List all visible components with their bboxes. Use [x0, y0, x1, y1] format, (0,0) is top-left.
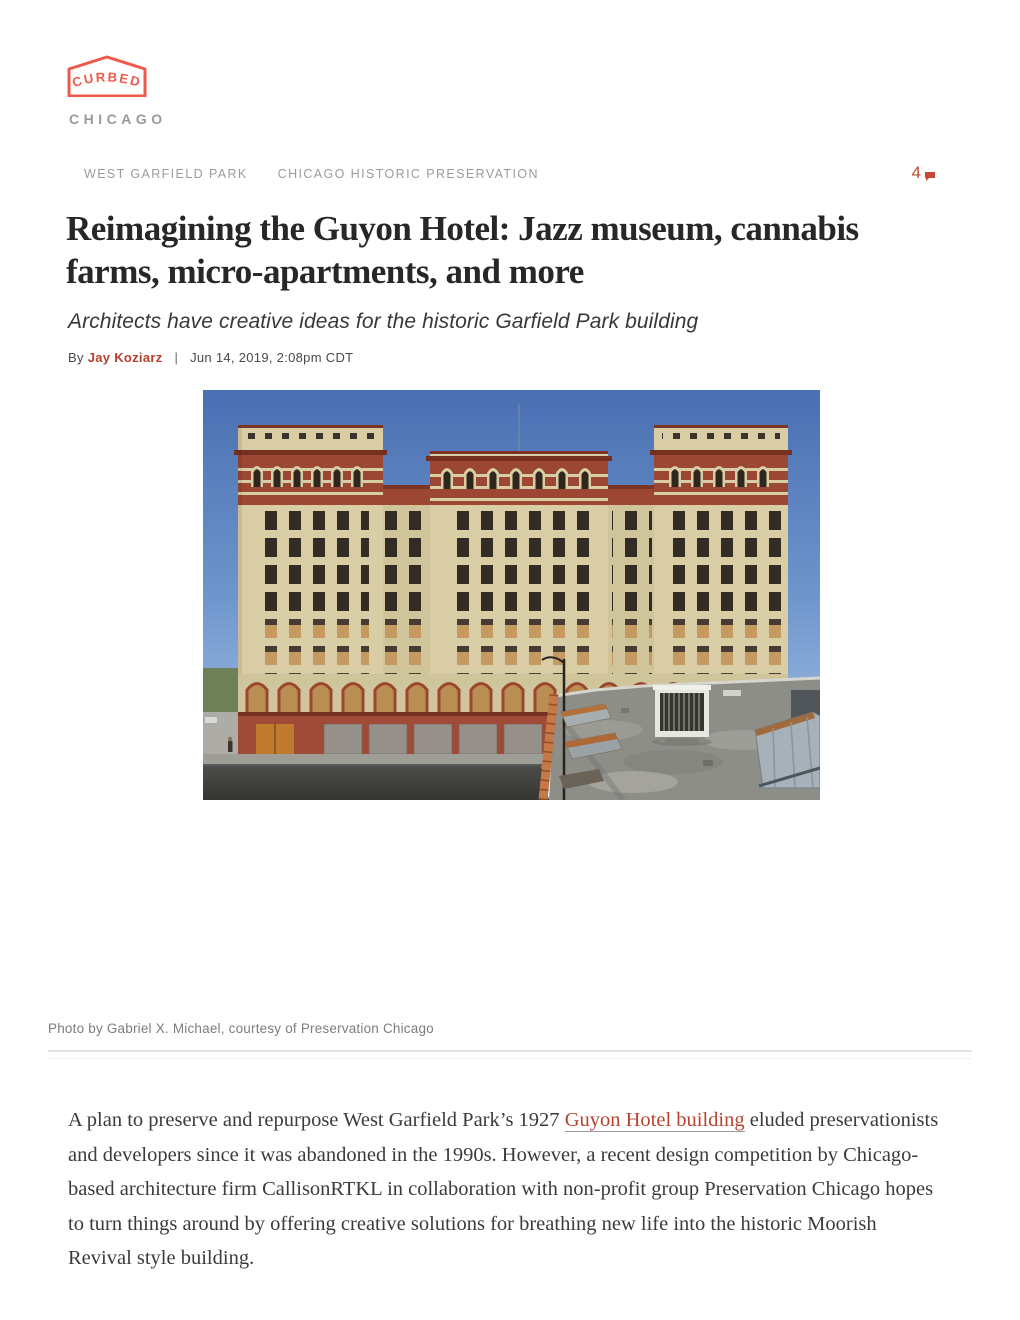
- guyon-hotel-building-link[interactable]: Guyon Hotel building: [564, 1109, 745, 1131]
- breadcrumb-bar: [84, 163, 952, 187]
- breadcrumb-chicago-historic-preservation[interactable]: CHICAGO HISTORIC PRESERVATION: [277, 167, 539, 181]
- paragraph-text-after-link: eluded preservationists and developers since it was abandoned in the 1990s. However, a recent design competition by Chicago-based architecture firm CallisonRTKL in collaboration with non-profit group Preservation Chicago hopes to turn things around by offering creative solutions for breathing new life into the historic Moorish Revival style building.: [68, 1109, 939, 1269]
- paragraph-text-before-link: A plan to preserve and repurpose West Garfield Park’s 1927: [68, 1109, 565, 1131]
- comment-count: 4: [911, 163, 921, 182]
- byline: [68, 350, 1020, 365]
- author-link[interactable]: Jay Koziarz: [87, 350, 163, 365]
- breadcrumb: [84, 167, 952, 181]
- body-paragraph: [68, 1103, 942, 1276]
- section-divider: [48, 1050, 972, 1052]
- svg-text:CURBED: CURBED: [70, 69, 144, 91]
- article-body: [68, 1103, 942, 1276]
- article-subtitle: Architects have creative ideas for the historic Garfield Park building: [68, 310, 699, 333]
- site-header: [0, 0, 1020, 127]
- brand-city-label: CHICAGO: [69, 111, 167, 127]
- photo-caption: Photo by Gabriel X. Michael, courtesy of Preservation Chicago: [48, 1021, 434, 1036]
- breadcrumb-west-garfield-park[interactable]: WEST GARFIELD PARK: [84, 167, 248, 181]
- curbed-house-icon: [66, 53, 148, 97]
- comments-link[interactable]: [912, 163, 936, 183]
- article-hero-photo: [203, 390, 820, 800]
- byline-separator: |: [174, 350, 179, 365]
- speech-bubble-icon: [924, 171, 936, 182]
- curbed-logo[interactable]: [66, 53, 148, 97]
- byline-timestamp: Jun 14, 2019, 2:08pm CDT: [190, 350, 354, 365]
- page-title: Reimagining the Guyon Hotel: Jazz museum, cannabis farms, micro-apartments, and more: [66, 209, 859, 291]
- section-divider-shadow: [48, 1058, 972, 1059]
- guyon-hotel-photo-illustration: [203, 390, 820, 800]
- byline-prefix: By: [68, 350, 84, 365]
